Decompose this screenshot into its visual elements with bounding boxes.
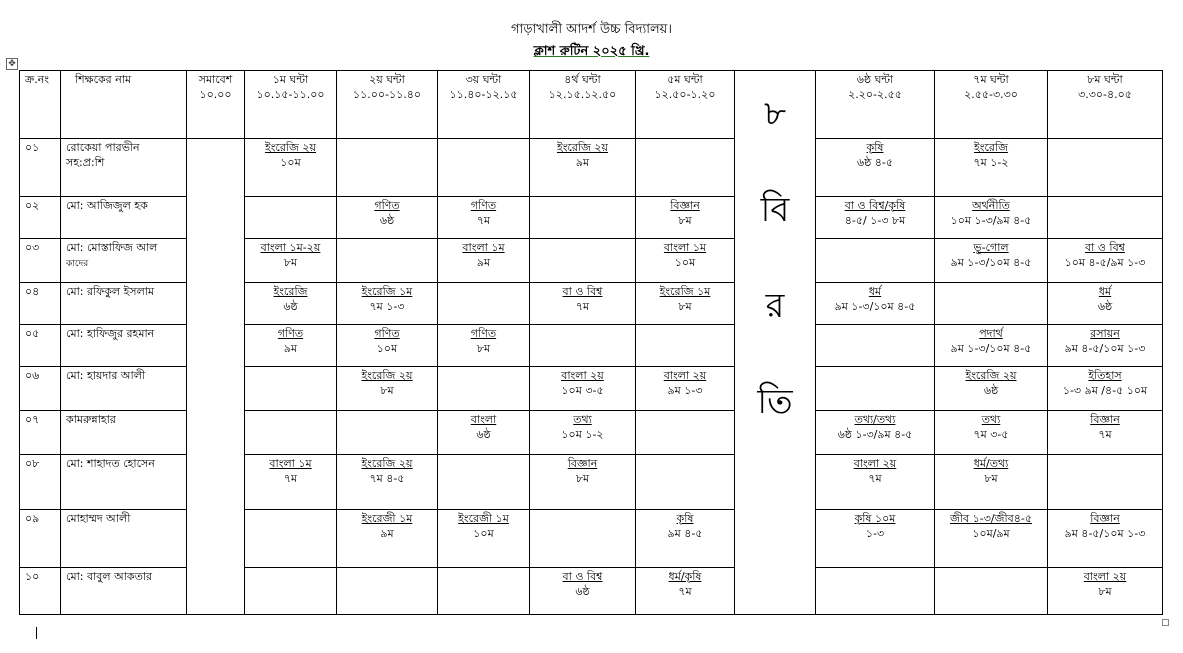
period-cell-p4: ইংরেজি ২য় ৯ম: [530, 139, 636, 197]
period-cell-p3: [438, 568, 530, 615]
header-period-7: ৭ম ঘন্টা ২.৫৫-৩.৩০: [935, 71, 1048, 139]
period-cell-p8: [1048, 455, 1163, 510]
period-cell-p1: গণিত ৯ম: [245, 325, 337, 367]
serial-cell: ০৯: [20, 510, 61, 568]
period-cell-p4: বিজ্ঞান ৮ম: [530, 455, 636, 510]
period-cell-p3: বাংলা ৬ষ্ঠ: [438, 411, 530, 455]
period-cell-p5: ধর্ম/কৃষি ৭ম: [636, 568, 735, 615]
teacher-name-cell: মো: হায়দার আলী: [61, 367, 187, 411]
period-cell-p3: ইংরেজী ১ম ১০ম: [438, 510, 530, 568]
period-cell-p7: অর্থনীতি ১০ম ১-৩/৯ম ৪-৫: [935, 197, 1048, 239]
period-cell-p8: ধর্ম ৬ষ্ঠ: [1048, 283, 1163, 325]
period-cell-p1: ইংরেজি ৬ষ্ঠ: [245, 283, 337, 325]
period-cell-p6: বাংলা ২য় ৭ম: [816, 455, 935, 510]
header-teacher: শিক্ষকের নাম: [61, 71, 187, 139]
text-cursor: [36, 627, 37, 639]
teacher-name-cell: মো: আজিজুল হক: [61, 197, 187, 239]
period-cell-p4: বা ও বিশ্ব ৬ষ্ঠ: [530, 568, 636, 615]
period-cell-p8: ইতিহাস ১-৩ ৯ম /৪-৫ ১০ম: [1048, 367, 1163, 411]
period-cell-p5: [636, 139, 735, 197]
serial-cell: ০৩: [20, 239, 61, 283]
period-cell-p5: ইংরেজি ১ম ৮ম: [636, 283, 735, 325]
period-cell-p1: [245, 367, 337, 411]
period-cell-p8: বিজ্ঞান ৭ম: [1048, 411, 1163, 455]
header-period-6: ৬ষ্ঠ ঘন্টা ২.২০-২.৫৫: [816, 71, 935, 139]
serial-cell: ১০: [20, 568, 61, 615]
period-cell-p4: বা ও বিশ্ব ৭ম: [530, 283, 636, 325]
period-cell-p5: [636, 411, 735, 455]
period-cell-p7: পদার্থ ৯ম ১-৩/১০ম ৪-৫: [935, 325, 1048, 367]
serial-cell: ০৮: [20, 455, 61, 510]
period-cell-p1: [245, 197, 337, 239]
header-period-1: ১ম ঘন্টা ১০.১৫-১১.০০: [245, 71, 337, 139]
table-resize-handle[interactable]: [1162, 619, 1169, 626]
period-cell-p2: ইংরেজি ২য় ৮ম: [337, 367, 438, 411]
teacher-name-cell: মো: বাবুল আকতার: [61, 568, 187, 615]
period-cell-p8: রসায়ন ৯ম ৪-৫/১০ম ১-৩: [1048, 325, 1163, 367]
serial-cell: ০১: [20, 139, 61, 197]
period-cell-p2: গণিত ৬ষ্ঠ: [337, 197, 438, 239]
period-cell-p8: [1048, 139, 1163, 197]
header-serial: ক্র.নং: [20, 71, 61, 139]
period-cell-p8: বিজ্ঞান ৯ম ৪-৫/১০ম ১-৩: [1048, 510, 1163, 568]
break-column: [735, 71, 816, 615]
period-cell-p7: [935, 568, 1048, 615]
period-cell-p5: কৃষি ৯ম ৪-৫: [636, 510, 735, 568]
period-cell-p2: গণিত ১০ম: [337, 325, 438, 367]
header-period-8: ৮ম ঘন্টা ৩.৩০-৪.০৫: [1048, 71, 1163, 139]
break-char: বি: [760, 190, 790, 230]
period-cell-p4: বাংলা ২য় ১০ম ৩-৫: [530, 367, 636, 411]
period-cell-p6: [816, 568, 935, 615]
period-cell-p2: ইংরেজী ১ম ৯ম: [337, 510, 438, 568]
header-period-3: ৩য় ঘন্টা ১১.৪০-১২.১৫: [438, 71, 530, 139]
period-cell-p1: বাংলা ১ম ৭ম: [245, 455, 337, 510]
period-cell-p7: ইংরেজি ৭ম ১-২: [935, 139, 1048, 197]
serial-cell: ০৪: [20, 283, 61, 325]
period-cell-p4: তথ্য ১০ম ১-২: [530, 411, 636, 455]
teacher-name-cell: মো: রফিকুল ইসলাম: [61, 283, 187, 325]
period-cell-p6: কৃষি ১০ম ১-৩: [816, 510, 935, 568]
period-cell-p7: জীব ১-৩/জীব৪-৫ ১০ম/৯ম: [935, 510, 1048, 568]
period-cell-p1: বাংলা ১ম-২য় ৮ম: [245, 239, 337, 283]
period-cell-p3: [438, 283, 530, 325]
period-cell-p5: [636, 325, 735, 367]
teacher-name-cell: মো: শাহাদত হোসেন: [61, 455, 187, 510]
teacher-name-cell: মো: মোস্তাফিজ আল কাদের: [61, 239, 187, 283]
period-cell-p7: ভূ-গোল ৯ম ১-৩/১০ম ৪-৫: [935, 239, 1048, 283]
break-char: তি: [757, 382, 793, 422]
header-period-2: ২য় ঘন্টা ১১.০০-১১.৪০: [337, 71, 438, 139]
page-subtitle: ক্লাশ রুটিন ২০২৫ খ্রি.: [533, 44, 650, 59]
serial-cell: ০৭: [20, 411, 61, 455]
assembly-cell: [187, 139, 245, 615]
period-cell-p6: ধর্ম ৯ম ১-৩/১০ম ৪-৫: [816, 283, 935, 325]
header-period-5: ৫ম ঘন্টা ১২.৫০-১.২০: [636, 71, 735, 139]
period-cell-p3: [438, 139, 530, 197]
period-cell-p8: বাংলা ২য় ৮ম: [1048, 568, 1163, 615]
routine-table: [19, 70, 1163, 615]
header-row: [20, 71, 1163, 139]
period-cell-p7: ইংরেজি ২য় ৬ষ্ঠ: [935, 367, 1048, 411]
period-cell-p3: গণিত ৭ম: [438, 197, 530, 239]
period-cell-p5: বাংলা ১ম ১০ম: [636, 239, 735, 283]
teacher-name-cell: মোহাম্মদ আলী: [61, 510, 187, 568]
period-cell-p4: [530, 325, 636, 367]
break-char: ৮: [763, 94, 787, 134]
break-char: র: [765, 286, 785, 326]
period-cell-p6: [816, 367, 935, 411]
period-cell-p2: [337, 411, 438, 455]
period-cell-p8: বা ও বিশ্ব ১০ম ৪-৫/৯ম ১-৩: [1048, 239, 1163, 283]
teacher-name-cell: কামরুন্নাহার: [61, 411, 187, 455]
period-cell-p3: বাংলা ১ম ৯ম: [438, 239, 530, 283]
page-title: গাড়াখালী আদর্শ উচ্চ বিদ্যালয়।: [510, 22, 672, 37]
teacher-name-cell: মো: হাফিজুর রহমান: [61, 325, 187, 367]
period-cell-p6: কৃষি ৬ষ্ঠ ৪-৫: [816, 139, 935, 197]
serial-cell: ০৬: [20, 367, 61, 411]
period-cell-p3: [438, 455, 530, 510]
period-cell-p4: [530, 510, 636, 568]
period-cell-p1: [245, 568, 337, 615]
teacher-name-cell: রোকেয়া পারভীন সহ:প্র:শি: [61, 139, 187, 197]
period-cell-p2: ইংরেজি ২য় ৭ম ৪-৫: [337, 455, 438, 510]
period-cell-p4: [530, 197, 636, 239]
period-cell-p6: তথ্য/তথ্য ৬ষ্ঠ ১-৩/৯ম ৪-৫: [816, 411, 935, 455]
period-cell-p1: ইংরেজি ২য় ১০ম: [245, 139, 337, 197]
table-move-handle-icon[interactable]: ✥: [6, 58, 18, 70]
period-cell-p3: গণিত ৮ম: [438, 325, 530, 367]
period-cell-p2: [337, 239, 438, 283]
period-cell-p5: [636, 455, 735, 510]
period-cell-p7: [935, 283, 1048, 325]
period-cell-p6: বা ও বিশ্ব/কৃষি ৪-৫/ ১-৩ ৮ম: [816, 197, 935, 239]
period-cell-p5: বাংলা ২য় ৯ম ১-৩: [636, 367, 735, 411]
period-cell-p7: তথ্য ৭ম ৩-৫: [935, 411, 1048, 455]
period-cell-p2: [337, 568, 438, 615]
period-cell-p7: ধর্ম/তথ্য ৮ম: [935, 455, 1048, 510]
header-period-4: ৪র্থ ঘন্টা ১২.১৫.১২.৫০: [530, 71, 636, 139]
serial-cell: ০২: [20, 197, 61, 239]
period-cell-p1: [245, 411, 337, 455]
header-assembly: সমাবেশ ১০.০০: [187, 71, 245, 139]
period-cell-p3: [438, 367, 530, 411]
table-row: [20, 139, 1163, 197]
serial-cell: ০৫: [20, 325, 61, 367]
period-cell-p5: বিজ্ঞান ৮ম: [636, 197, 735, 239]
period-cell-p1: [245, 510, 337, 568]
period-cell-p2: ইংরেজি ১ম ৭ম ১-৩: [337, 283, 438, 325]
period-cell-p8: [1048, 197, 1163, 239]
period-cell-p6: [816, 239, 935, 283]
period-cell-p4: [530, 239, 636, 283]
period-cell-p2: [337, 139, 438, 197]
period-cell-p6: [816, 325, 935, 367]
